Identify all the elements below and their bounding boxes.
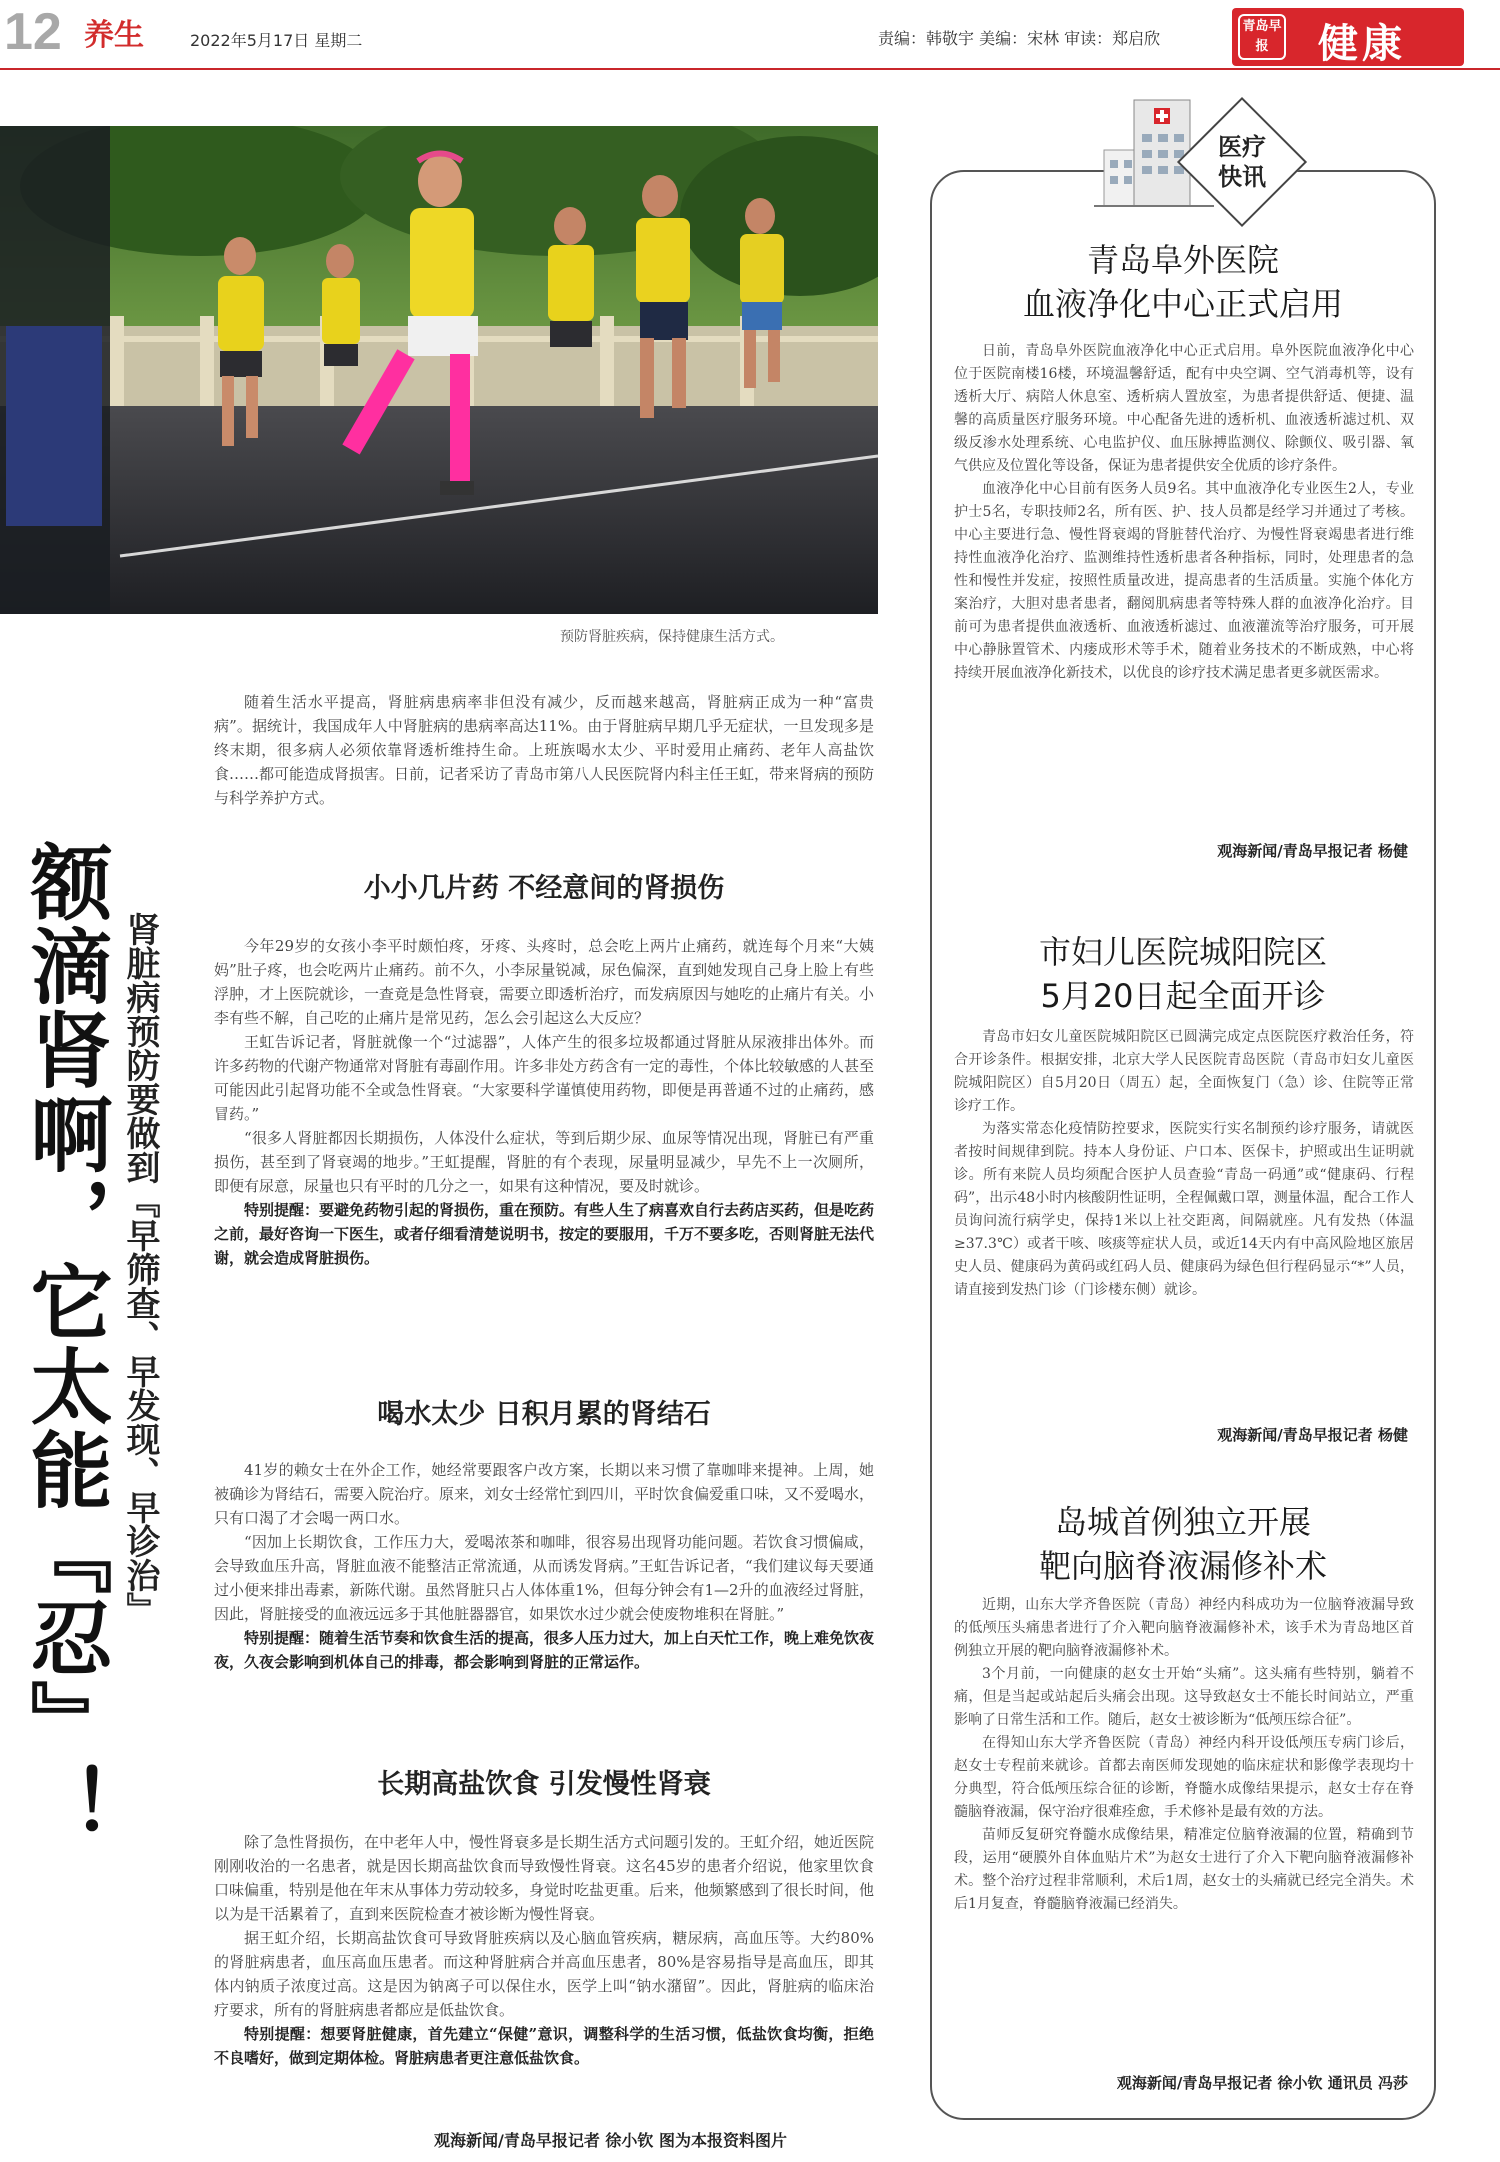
section-title-1: 小小几片药 不经意间的肾损伤 — [363, 873, 725, 904]
paragraph-text: 王虹告诉记者，肾脏就像一个“过滤器”，人体产生的很多垃圾都通过肾脏从尿液排出体外。而许多药物的代谢产物通常对肾脏有毒副作用。许多非处方药含有一定的毒性，个体比较敏感的人甚至可能因此引起肾功能不全或急性肾衰。“大家要科学谨慎使用药物，即便是再普通不过的止痛药，感冒药。” — [214, 1033, 875, 1123]
news-badge-label: 医疗快讯 — [1218, 133, 1266, 191]
editor-credits: 责编：韩敬宇 美编：宋林 审读：郑启欣 — [878, 29, 1161, 48]
paragraph-text: “很多人肾脏都因长期损伤，人体没什么症状，等到后期少尿、血尿等情况出现，肾脏已有严重损伤，甚至到了肾衰竭的地步。”王虹提醒，肾脏的有个表现，尿量明显减少，早先不上一次厕所，即便有尿意，尿量也只有平时的几分之一，如果有这种情况，要及时就诊。 — [214, 1129, 874, 1195]
article-paragraph — [214, 934, 874, 1270]
paragraph-text: 41岁的赖女士在外企工作，她经常要跟客户改方案，长期以来习惯了靠咖啡来提神。上周，她被确诊为肾结石，需要入院治疗。原来，刘女士经常忙到四川，平时饮食偏爱重口味，又不爱喝水，只有口渴了才会喝一两口水。 — [214, 1461, 875, 1527]
news-byline-2: 观海新闻/青岛早报记者 杨健 — [1217, 1426, 1408, 1444]
paragraph-text: 血液净化中心目前有医务人员9名。其中血液净化专业医生2人，专业护士5名，专职技师2名，所有医、护、技人员都是经学习并通过了考核。中心主要进行急、慢性肾衰竭的肾脏替代治疗、为慢性肾衰竭患者进行维持性血液净化治疗、监测维持性透析患者各种指标，同时，处理患者的急性和慢性并发症，按照性质量改进，提高患者的生活质量。实施个体化方案治疗，大胆对患者患者，翻阅肌病患者等特殊人群的血液净化治疗。目前可为患者提供血液透析、血液透析滤过、血液灌流等治疗服务，可开展中心静脉置管术、内瘘成形术等手术，随着业务技术的不断成熟，中心将持续开展血液净化新技术，以优良的诊疗技术满足患者更多就医需求。 — [954, 481, 1414, 681]
paragraph-text: 今年29岁的女孩小李平时颇怕疼，牙疼、头疼时，总会吃上两片止痛药，就连每个月来“大姨妈”肚子疼，也会吃两片止痛药。前不久，小李尿量锐减，尿色偏深，直到她发现自己身上脸上有些浮肿，才上医院就诊，一查竟是急性肾衰，需要立即透析治疗，而发病原因与她吃的止痛片有关。小李有些不解，自己吃的止痛片是常见药，怎么会引起这么大反应？ — [214, 937, 875, 1027]
paragraph-text: 在得知山东大学齐鲁医院（青岛）神经内科开设低颅压专病门诊后，赵女士专程前来就诊。首都去南医师发现她的临床症状和影像学表现均十分典型，符合低颅压综合征的诊断，脊髓水成像结果提示，赵女士存在脊髓脑脊液漏，保守治疗很难痊愈，手术修补是最有效的方法。 — [954, 1735, 1414, 1820]
special-tip: 特别提醒：随着生活节奏和饮食生活的提高，很多人压力过大，加上白天忙工作，晚上难免饮夜夜，久夜会影响到机体自己的排毒，都会影响到肾脏的正常运作。 — [214, 1629, 875, 1671]
section-title-2: 喝水太少 日积月累的肾结石 — [377, 1399, 711, 1430]
page-number: 12 — [4, 3, 62, 61]
article-paragraph — [214, 1458, 874, 1674]
article-byline: 观海新闻/青岛早报记者 徐小钦 图为本报资料图片 — [434, 2131, 787, 2150]
special-tip: 特别提醒：想要肾脏健康，首先建立“保健”意识，调整科学的生活习惯，低盐饮食均衡，拒绝不良嗜好，做到定期体检。肾脏病患者更注意低盐饮食。 — [214, 2025, 874, 2067]
article-paragraph — [214, 1830, 874, 2070]
brand-title: 健康 — [1318, 20, 1406, 67]
main-headline: 额滴肾啊，它太能『忍』！ — [17, 840, 112, 1848]
article-intro: 随着生活水平提高，肾脏病患病率非但没有减少，反而越来越高，肾脏病正成为一种“富贵病”。据统计，我国成年人中肾脏病的患病率高达11%。由于肾脏病早期几乎无症状，一旦发现多是终末期，很多病人必须依靠肾透析维持生命。上班族喝水太少、平时爱用止痛药、老年人高盐饮食……都可能造成肾损害。日前，记者采访了青岛市第八人民医院肾内科主任王虹，带来肾病的预防与科学养护方式。 — [214, 693, 875, 807]
news-body-1 — [954, 340, 1414, 685]
brand-banner — [1232, 8, 1464, 66]
paragraph-text: 除了急性肾损伤，在中老年人中，慢性肾衰多是长期生活方式问题引发的。王虹介绍，她近医院刚刚收治的一名患者，就是因长期高盐饮食而导致慢性肾衰。这名45岁的患者介绍说，他家里饮食口味偏重，特别是他在年末从事体力劳动较多，身觉时吃盐更重。后来，他频繁感到了很长时间，他以为是干活累着了，直到来医院检查才被诊断为慢性肾衰。 — [214, 1833, 875, 1923]
page-header — [0, 0, 1500, 70]
special-tip: 特别提醒：要避免药物引起的肾损伤，重在预防。有些人生了病喜欢自行去药店买药，但是吃药之前，最好咨询一下医生，或者仔细看清楚说明书，按定的要服用，千万不要多吃，否则肾脏无法代谢，就会造成肾脏损伤。 — [214, 1201, 875, 1267]
sub-headline: 肾脏病预防要做到『早筛查、早发现、早诊治』 — [120, 912, 160, 1626]
photo-caption: 预防肾脏疾病，保持健康生活方式。 — [560, 629, 784, 645]
news-title-1: 青岛阜外医院 血液净化中心正式启用 — [1022, 241, 1343, 323]
paragraph-text: 据王虹介绍，长期高盐饮食可导致肾脏疾病以及心脑血管疾病，糖尿病，高血压等。大约80%的肾脏病患者，血压高血压患者。而这种肾脏病合并高血压患者，80%是容易指导是高血压，即其体内钠质子浓度过高。这是因为钠离子可以保住水，医学上叫“钠水潴留”。因此，肾脏病的临床治疗要求，所有的肾脏病患者都应是低盐饮食。 — [214, 1929, 874, 2019]
paragraph-text: 青岛市妇女儿童医院城阳院区已圆满完成定点医院医疗救治任务，符合开诊条件。根据安排，北京大学人民医院青岛医院（青岛市妇女儿童医院城阳院区）自5月20日（周五）起，全面恢复门（急）诊、住院等正常诊疗工作。 — [954, 1029, 1414, 1114]
news-byline-1: 观海新闻/青岛早报记者 杨健 — [1217, 842, 1408, 860]
newspaper-logo: 青岛早报 — [1238, 14, 1286, 60]
news-byline-3: 观海新闻/青岛早报记者 徐小钦 通讯员 冯莎 — [1116, 2074, 1408, 2092]
news-body-2 — [954, 1026, 1414, 1302]
section-title-3: 长期高盐饮食 引发慢性肾衰 — [377, 1769, 711, 1800]
section-name: 养生 — [84, 18, 144, 53]
paragraph-text: 苗师反复研究脊髓水成像结果，精准定位脑脊液漏的位置，精确到节段，运用“硬膜外自体血贴片术”为赵女士进行了介入下靶向脑脊液漏修补术。整个治疗过程非常顺利，术后1周，赵女士的头痛就已经完全消失。术后1月复查，脊髓脑脊液漏已经消失。 — [954, 1827, 1414, 1912]
news-body-3 — [954, 1594, 1414, 1916]
issue-date: 2022年5月17日 星期二 — [190, 31, 363, 50]
news-title-2: 市妇儿医院城阳院区 5月20日起全面开诊 — [1038, 933, 1327, 1015]
paragraph-text: 3个月前，一向健康的赵女士开始“头痛”。这头痛有些特别，躺着不痛，但是当起或站起后头痛会出现。这导致赵女士不能长时间站立，严重影响了日常生活和工作。随后，赵女士被诊断为“低颅压综合征”。 — [954, 1666, 1414, 1728]
paragraph-text: 日前，青岛阜外医院血液净化中心正式启用。阜外医院血液净化中心位于医院南楼16楼，环境温馨舒适，配有中央空调、空气消毒机等，设有透析大厅、病陪人休息室、透析病人置放室，为患者提供舒适、便捷、温馨的高质量医疗服务环境。中心配备先进的透析机、血液透析滤过机、双级反渗水处理系统、心电监护仪、血压脉搏监测仪、除颤仪、吸引器、氧气供应及位置化等设备，保证为患者提供安全优质的诊疗条件。 — [954, 343, 1414, 474]
paragraph-text: 近期，山东大学齐鲁医院（青岛）神经内科成功为一位脑脊液漏导致的低颅压头痛患者进行了介入靶向脑脊液漏修补术，该手术为青岛地区首例独立开展的靶向脑脊液漏修补术。 — [954, 1597, 1414, 1659]
runners-photo — [0, 126, 878, 614]
paragraph-text: 为落实常态化疫情防控要求，医院实行实名制预约诊疗服务，请就医者按时间规律到院。持本人身份证、户口本、医保卡，护照或出生证明就诊。所有来院人员均须配合医护人员查验“青岛一码通”或“健康码、行程码”，出示48小时内核酸阴性证明，全程佩戴口罩，测量体温，配合工作人员询问流行病学史，保持1米以上社交距离，间隔就座。凡有发热（体温≥37.3℃）或者干咳、咳痰等症状人员，或近14天内有中高风险地区旅居史人员、健康码为黄码或红码人员、健康码为绿色但行程码显示“*”人员，请直接到发热门诊（门诊楼东侧）就诊。 — [954, 1121, 1414, 1298]
paragraph-text: “因加上长期饮食，工作压力大，爱喝浓茶和咖啡，很容易出现肾功能问题。若饮食习惯偏咸，会导致血压升高，肾脏血液不能整洁正常流通，从而诱发肾病。”王虹告诉记者，“我们建议每天要通过小便来排出毒素，新陈代谢。虽然肾脏只占人体体重1%，但每分钟会有1—2升的血液经过肾脏，因此，肾脏接受的血液远远多于其他脏器器官，如果饮水过少就会使废物堆积在肾脏。” — [214, 1533, 874, 1623]
news-title-3: 岛城首例独立开展 靶向脑脊液漏修补术 — [1038, 1503, 1327, 1585]
